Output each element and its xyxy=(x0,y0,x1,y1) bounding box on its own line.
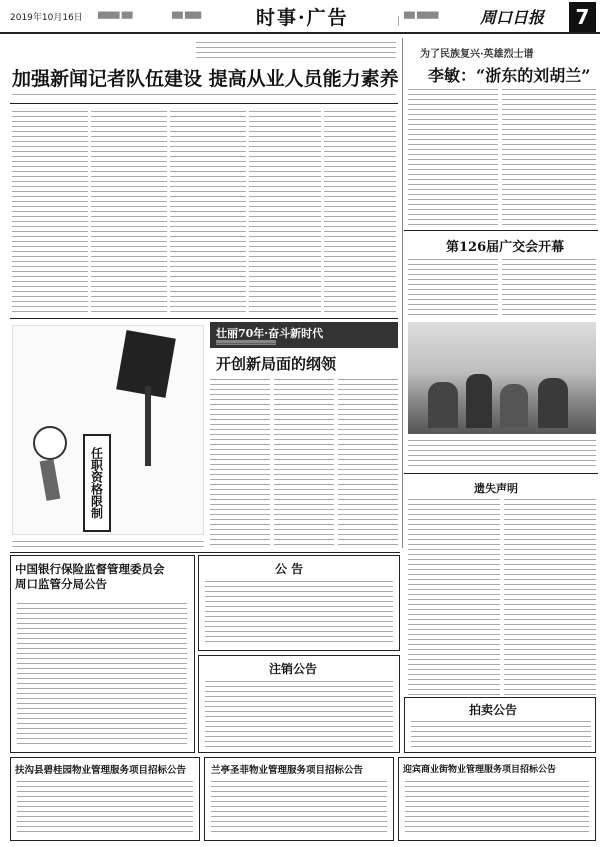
auction-body xyxy=(411,718,591,750)
fair-headline: 第126届广交会开幕 xyxy=(446,240,565,255)
bid-notice-2 xyxy=(204,757,394,841)
bid2-body xyxy=(211,778,387,836)
cartoon-caption xyxy=(12,538,204,550)
feature-banner-title: 壮丽70年·奋斗新时代 xyxy=(216,327,324,340)
bid3-body xyxy=(405,778,589,836)
feature-banner xyxy=(210,322,398,348)
lead-col-2 xyxy=(91,108,167,313)
section-title: 时事·广告 xyxy=(256,7,349,29)
issue-date: 2019年10月16日 xyxy=(10,13,83,23)
hero-kicker: 为了民族复兴·英雄烈士谱 xyxy=(420,49,534,60)
lost-title: 遗失声明 xyxy=(474,482,518,495)
lead-col-3 xyxy=(170,108,246,313)
feature-col-3 xyxy=(338,376,398,548)
bid-notice-1 xyxy=(10,757,200,841)
notice-title: 公 告 xyxy=(275,562,304,576)
dereg-body xyxy=(205,678,393,748)
hero-col-2 xyxy=(502,86,596,226)
auction-title: 拍卖公告 xyxy=(469,703,518,717)
bid-notice-3 xyxy=(398,757,596,841)
lead-preheading xyxy=(196,39,396,59)
feature-col-1 xyxy=(210,376,270,548)
fair-photo xyxy=(408,322,596,434)
public-notice xyxy=(198,555,400,651)
header-meta: ▇▇▇▇ ▇▇ xyxy=(98,11,133,19)
paper-logo: 周口日报 xyxy=(480,8,545,27)
page-header xyxy=(0,0,600,34)
cartoon-sign: 任职资格限制 xyxy=(83,434,111,532)
fair-col-1 xyxy=(408,256,498,316)
lead-col-1 xyxy=(12,108,88,313)
header-meta-2: ▇▇ ▇▇▇ xyxy=(172,11,202,19)
lead-subheadline xyxy=(12,91,396,99)
header-meta-3: ▇▇ ▇▇▇▇ xyxy=(404,11,439,19)
bid1-body xyxy=(17,778,193,836)
lead-col-5 xyxy=(324,108,396,313)
hero-headline: 李敏：“浙东的刘胡兰” xyxy=(428,66,591,85)
lead-headline: 加强新闻记者队伍建设 提高从业人员能力素养 xyxy=(12,68,399,90)
notice-body xyxy=(205,578,393,644)
page-number: 7 xyxy=(569,2,596,32)
feature-col-2 xyxy=(274,376,334,548)
boc-title: 中国银行保险监督管理委员会 周口监管分局公告 xyxy=(15,562,165,591)
cartoon xyxy=(12,325,204,535)
lost-col-1 xyxy=(408,496,500,696)
fair-photo-caption xyxy=(408,437,596,469)
bid2-title: 兰亭圣菲物业管理服务项目招标公告 xyxy=(211,765,364,776)
bid3-title: 迎宾商业街物业管理服务项目招标公告 xyxy=(403,765,557,775)
boc-notice xyxy=(10,555,195,753)
lead-col-4 xyxy=(249,108,321,313)
feature-headline: 开创新局面的纲领 xyxy=(216,355,337,373)
dereg-title: 注销公告 xyxy=(269,662,318,676)
boc-body xyxy=(17,600,187,748)
fair-col-2 xyxy=(502,256,596,316)
hero-col-1 xyxy=(408,86,498,226)
lost-col-2 xyxy=(504,496,596,696)
deregistration-notice xyxy=(198,655,400,753)
bid1-title: 扶沟县碧桂园物业管理服务项目招标公告 xyxy=(15,765,187,776)
auction-notice xyxy=(404,697,596,753)
